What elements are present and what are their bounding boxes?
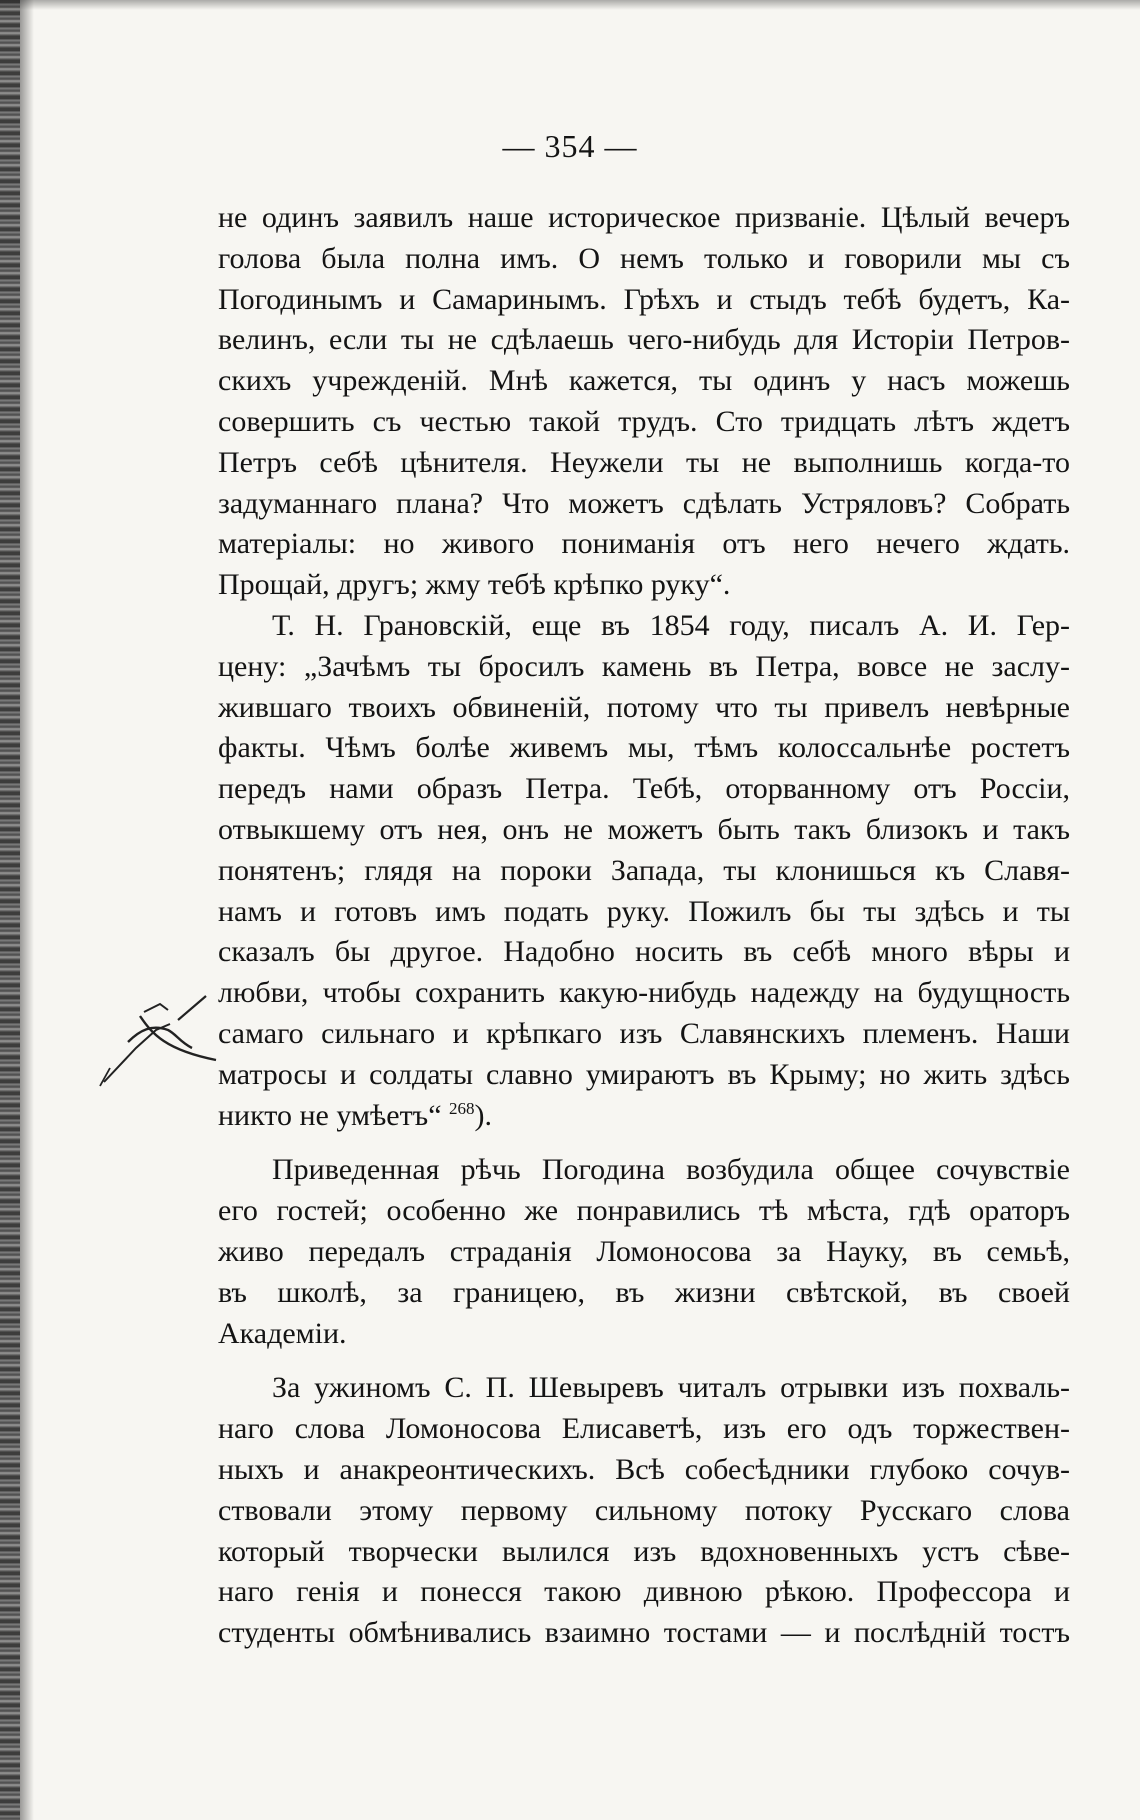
text-line: самаго сильнаго и крѣпкаго изъ Славянскихъ племенъ. Наши: [218, 1016, 1070, 1050]
text-line: голова была полна имъ. О немъ только и говорили мы съ: [218, 241, 1070, 275]
scan-edge-fade: [20, 0, 34, 1820]
text-line: наго генiя и понесся такою дивною рѣкою. Профессора и: [218, 1575, 1070, 1609]
paragraph-2: [218, 606, 1070, 1136]
text-line: велинъ, если ты не сдѣлаешь чего-нибудь для Исторiи Петров-: [218, 323, 1070, 357]
text-line: его гостей; особенно же понравились тѣ мѣста, гдѣ ораторъ: [218, 1194, 1070, 1228]
text-line: За ужиномъ С. П. Шевыревъ читалъ отрывки изъ похваль-: [272, 1371, 1070, 1405]
text-line: Приведенная рѣчь Погодина возбудила общее сочувствiе: [272, 1153, 1070, 1187]
text-line: понятенъ; глядя на пороки Запада, ты клонишься къ Славя-: [218, 853, 1070, 887]
text-line: наго слова Ломоносова Елисаветѣ, изъ его одъ торжествен-: [218, 1412, 1070, 1446]
text-line: жившаго твоихъ обвиненiй, потому что ты привелъ невѣрные: [218, 690, 1070, 724]
paragraph-4: [218, 1368, 1070, 1654]
scan-edge-shadow: [0, 0, 20, 1820]
text-line: который творчески вылился изъ вдохновенныхъ устъ сѣве-: [218, 1534, 1070, 1568]
text-line: отвыкшему отъ нея, онъ не можетъ быть такъ близокъ и такъ: [218, 812, 1070, 846]
text-line: живо передалъ страданiя Ломоносова за Науку, въ семьѣ,: [218, 1234, 1070, 1268]
text-line: скихъ учрежденiй. Мнѣ кажется, ты одинъ у насъ можешь: [218, 364, 1070, 398]
text-line: задуманнаго плана? Что можетъ сдѣлать Устряловъ? Собрать: [218, 486, 1070, 520]
handwritten-margin-mark: [96, 990, 236, 1090]
text-line: студенты обмѣнивались взаимно тостами — и послѣднiй тостъ: [218, 1616, 1070, 1650]
text-line: Петръ себѣ цѣнителя. Неужели ты не выполнишь когда-то: [218, 445, 1070, 479]
text-line: въ школѣ, за границею, въ жизни свѣтской, въ своей: [218, 1275, 1070, 1309]
text-line: матросы и солдаты славно умираютъ въ Крыму; но жить здѣсь: [218, 1057, 1070, 1091]
page-number: — 354 —: [502, 128, 638, 164]
text-line: Прощай, другъ; жму тебѣ крѣпко руку“.: [218, 568, 731, 602]
text-line: ныхъ и анакреонтическихъ. Всѣ собесѣдники глубоко сочув-: [218, 1452, 1070, 1486]
text-line: сказалъ бы другое. Надобно носить въ себѣ много вѣры и: [218, 935, 1070, 969]
text-line-content: никто не умѣетъ“: [218, 1098, 442, 1132]
paragraph-1: [218, 198, 1070, 606]
footnote-ref: 268: [449, 1098, 475, 1118]
text-line: цену: „Зачѣмъ ты бросилъ камень въ Петра, вовсе не заслу-: [218, 649, 1070, 683]
text-line: совершить съ честью такой трудъ. Сто тридцать лѣтъ ждетъ: [218, 404, 1070, 438]
paragraph-3: [218, 1150, 1070, 1354]
text-line: матерiалы: но живого пониманiя отъ него нечего ждать.: [218, 527, 1070, 561]
text-line: Академiи.: [218, 1316, 347, 1350]
text-line-tail: ).: [474, 1098, 493, 1132]
text-line: [218, 1096, 1070, 1137]
text-line: передъ нами образъ Петра. Тебѣ, оторванному отъ Россiи,: [218, 772, 1070, 806]
text-line: Т. Н. Грановскiй, еще въ 1854 году, писалъ А. И. Гер-: [272, 608, 1070, 642]
text-line: ствовали этому первому сильному потоку Русскаго слова: [218, 1493, 1070, 1527]
text-line: любви, чтобы сохранить какую-нибудь надежду на будущность: [218, 976, 1070, 1010]
text-line: намъ и готовъ имъ подать руку. Пожилъ бы ты здѣсь и ты: [218, 894, 1070, 928]
text-line: не одинъ заявилъ наше историческое призванiе. Цѣлый вечеръ: [218, 201, 1070, 234]
scan-top-smudge: [0, 0, 1140, 10]
text-line: Погодинымъ и Самаринымъ. Грѣхъ и стыдъ тебѣ будетъ, Ка-: [218, 282, 1070, 316]
page-body: [218, 198, 1070, 1654]
text-line: факты. Чѣмъ болѣе живемъ мы, тѣмъ колоссальнѣе ростетъ: [218, 731, 1070, 765]
